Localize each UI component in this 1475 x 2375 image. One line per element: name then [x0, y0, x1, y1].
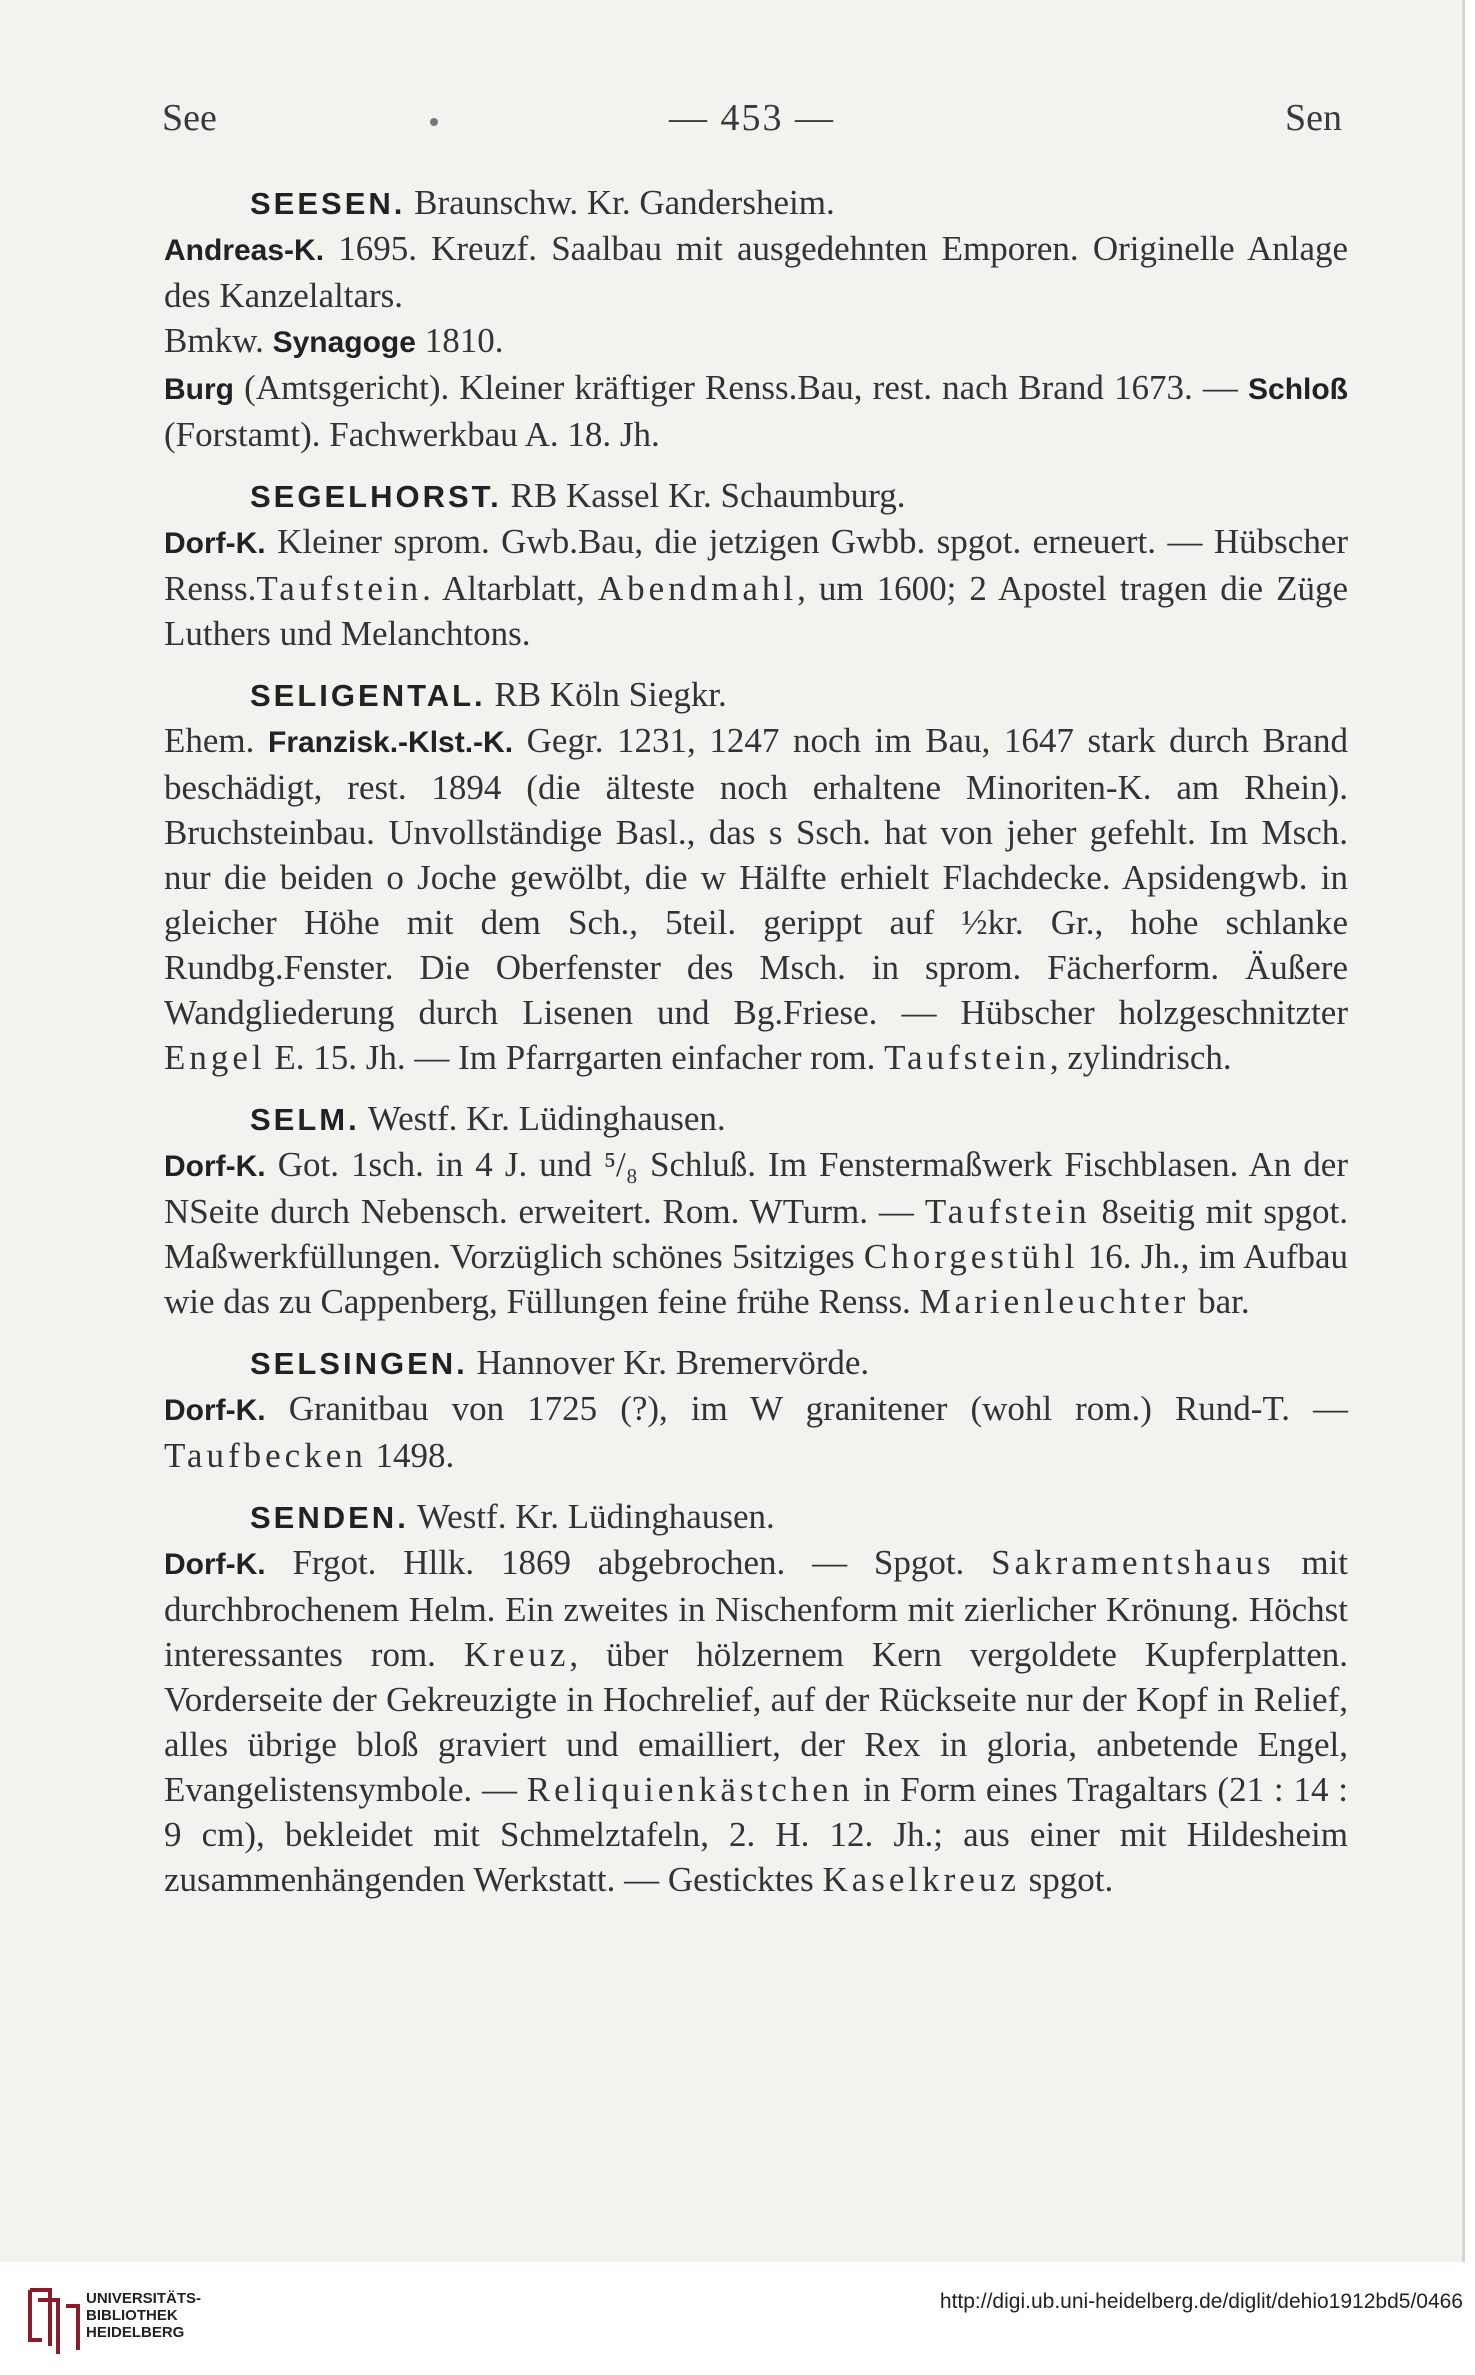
entry-paragraph — [164, 1142, 1348, 1324]
paragraph-text: . Altarblatt, — [422, 569, 585, 608]
entry-segelhorst — [164, 473, 1348, 656]
entry-paragraph — [164, 318, 1348, 365]
library-name-line: BIBLIOTHEK — [86, 2307, 178, 2324]
page-number: — 453 — — [669, 97, 835, 139]
place-name: SELM. — [250, 1102, 360, 1137]
paragraph-text: 8seitig mit spgot. Maßwerkfüllungen. Vorzüglich schönes 5sitziges — [164, 1192, 1348, 1276]
building-name: Dorf-K. — [164, 1394, 266, 1427]
entry-selm — [164, 1096, 1348, 1324]
paragraph-text: , zylindrisch. — [1049, 1038, 1232, 1077]
highlighted-object: Kreuz — [463, 1635, 570, 1674]
highlighted-object: Abendmahl — [597, 569, 798, 608]
place-heading — [164, 1096, 1348, 1142]
paragraph-text: , über hölzernem Kern vergoldete Kupferplatten. Vorderseite der Gekreuzigte in Hochrelief, auf der Rückseite nur der Kopf in Relief, alles übrige bloß graviert und emailliert, der Rex in gloria, anbetende Engel, Evangelistensymbole. — — [164, 1635, 1348, 1809]
paragraph-text: Granitbau von 1725 (?), im W granitener (wohl rom.) Rund-T. — — [288, 1389, 1348, 1428]
highlighted-object: Reliquienkästchen — [526, 1770, 854, 1809]
place-region: Braunschw. Kr. Gandersheim. — [414, 183, 835, 222]
paragraph-text: 1810. — [424, 321, 504, 360]
building-name: Dorf-K. — [164, 527, 266, 560]
entry-seesen — [164, 180, 1348, 457]
source-url-link[interactable]: http://digi.ub.uni-heidelberg.de/diglit/dehio1912bd5/0466 — [939, 2290, 1463, 2313]
paragraph-text: Kleiner sprom. Gwb.Bau, die jetzigen Gwbb. spgot. erneuert. — Hübscher Renss. — [164, 522, 1349, 608]
header-right: Sen — [1285, 97, 1342, 139]
paragraph-prefix: Ehem. — [164, 721, 255, 760]
place-name: SEGELHORST. — [250, 479, 502, 514]
entry-paragraph — [164, 1540, 1348, 1902]
highlighted-object: Chorgestühl — [863, 1237, 1079, 1276]
highlighted-object: Marienleuchter — [919, 1282, 1190, 1321]
building-name: Franzisk.-Klst.-K. — [268, 726, 514, 759]
place-region: RB Kassel Kr. Schaumburg. — [510, 476, 906, 515]
paragraph-text: E. 15. Jh. — Im Pfarrgarten einfacher rom. — [274, 1038, 876, 1077]
place-region: Westf. Kr. Lüdinghausen. — [416, 1497, 775, 1536]
paragraph-text: (Amtsgericht). Kleiner kräftiger Renss.Bau, rest. nach Brand 1673. — — [244, 368, 1238, 407]
paragraph-text: Got. 1sch. in 4 J. und ⁵/₈ Schluß. Im Fenstermaßwerk Fischblasen. An der NSeite durch Nebensch. erweitert. Rom. WTurm. — — [164, 1145, 1348, 1231]
highlighted-object: Taufstein — [884, 1038, 1050, 1077]
entry-paragraph — [164, 1386, 1348, 1478]
place-name: SENDEN. — [250, 1500, 409, 1535]
entry-paragraph — [164, 718, 1348, 1080]
place-region: Westf. Kr. Lüdinghausen. — [367, 1099, 726, 1138]
place-heading — [164, 473, 1348, 519]
paragraph-text: 1695. Kreuzf. Saalbau mit ausgedehnten Emporen. Originelle Anlage des Kanzelaltars. — [164, 229, 1349, 315]
highlighted-object: Engel — [164, 1038, 266, 1077]
entry-selsingen — [164, 1340, 1348, 1478]
entry-paragraph — [164, 519, 1348, 656]
highlighted-object: Kaselkreuz — [822, 1860, 1020, 1899]
paragraph-text: 1498. — [375, 1436, 455, 1475]
library-footer — [0, 2262, 1475, 2375]
place-heading — [164, 1340, 1348, 1386]
highlighted-object: Taufstein — [924, 1192, 1091, 1231]
building-name: Synagoge — [272, 326, 416, 359]
paragraph-text: Frgot. Hllk. 1869 abgebrochen. — Spgot. — [292, 1543, 965, 1582]
place-region: RB Köln Siegkr. — [494, 675, 727, 714]
place-name: SEESEN. — [250, 186, 406, 221]
place-name: SELIGENTAL. — [250, 678, 486, 713]
paragraph-text: , um 1600; 2 Apostel tragen die Züge Luthers und Melanchtons. — [164, 569, 1348, 653]
paragraph-text: (Forstamt). Fachwerkbau A. 18. Jh. — [164, 415, 660, 454]
paragraph-text: in Form eines Tragaltars (21 : 14 : 9 cm), bekleidet mit Schmelztafeln, 2. H. 12. Jh.; aus einer mit Hildesheim zusammenhängenden Werkstatt. — Gesticktes — [164, 1770, 1348, 1899]
paragraph-text: Gegr. 1231, 1247 noch im Bau, 1647 stark durch Brand beschädigt, rest. 1894 (die älteste noch erhaltene Minoriten-K. am Rhein). Bruchsteinbau. Unvollständige Basl., das s Ssch. hat von jeher gefehlt. Im Msch. nur die beiden o Joche gewölbt, die w Hälfte erhielt Flachdecke. Apsidengwb. in gleicher Höhe mit dem Sch., 5teil. gerippt auf ½kr. Gr., hohe schlanke Rundbg.Fenster. Die Oberfenster des Msch. in sprom. Fächerform. Äußere Wandgliederung durch Lisenen und Bg.Friese. — Hübscher holzgeschnitzter — [164, 721, 1349, 1032]
paragraph-text: bar. — [1198, 1282, 1250, 1321]
entry-seligental — [164, 672, 1348, 1080]
building-name: Schloß — [1248, 373, 1349, 406]
highlighted-object: Taufbecken — [164, 1436, 367, 1475]
library-name — [86, 2290, 201, 2341]
paragraph-text: mit durchbrochenem Helm. Ein zweites in Nischenform mit zierlicher Krönung. Höchst interessantes rom. — [164, 1543, 1349, 1674]
place-heading — [164, 1494, 1348, 1540]
place-name: SELSINGEN. — [250, 1346, 468, 1381]
highlighted-object: Sakramentshaus — [991, 1543, 1275, 1582]
header-left: See — [162, 97, 217, 139]
place-heading — [164, 180, 1348, 226]
library-name-line: UNIVERSITÄTS- — [86, 2290, 202, 2307]
entry-paragraph — [164, 226, 1348, 318]
building-name: Burg — [164, 373, 234, 406]
paragraph-text: spgot. — [1028, 1860, 1114, 1899]
place-heading — [164, 672, 1348, 718]
paragraph-text: 16. Jh., im Aufbau wie das zu Cappenberg, Füllungen feine frühe Renss. — [164, 1237, 1349, 1321]
building-name: Dorf-K. — [164, 1150, 266, 1183]
place-region: Hannover Kr. Bremervörde. — [476, 1343, 870, 1382]
page-body — [164, 180, 1348, 1918]
entry-senden — [164, 1494, 1348, 1902]
building-name: Andreas-K. — [164, 234, 325, 267]
library-name-line: HEIDELBERG — [86, 2324, 185, 2341]
building-name: Dorf-K. — [164, 1548, 266, 1581]
highlighted-object: Taufstein — [256, 569, 423, 608]
paragraph-prefix: Bmkw. — [164, 321, 264, 360]
entry-paragraph — [164, 365, 1348, 457]
running-header — [162, 96, 1342, 146]
